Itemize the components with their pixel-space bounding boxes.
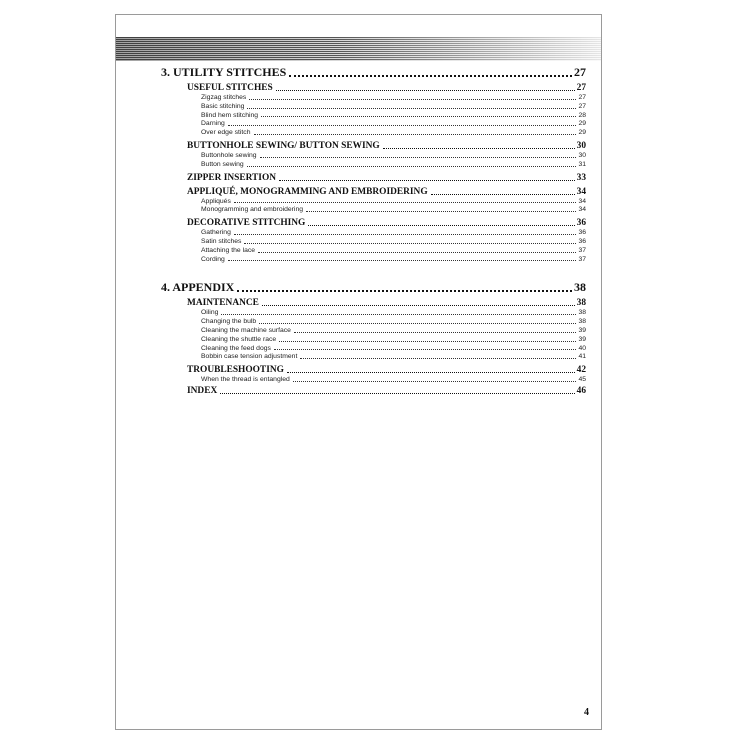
section-page: 27 [576,83,586,93]
item-page: 34 [578,197,586,205]
toc-chapter-utility-stitches[interactable] [161,65,586,80]
toc-item[interactable] [161,206,586,215]
item-label: Appliqués [201,197,231,205]
dot-leader [228,125,577,126]
dot-leader [308,225,574,226]
item-label: Changing the bulb [201,318,257,326]
toc-section-decorative-stitching[interactable] [161,218,586,229]
toc-section-troubleshooting[interactable] [161,365,586,376]
toc-section-useful-stitches[interactable] [161,83,586,94]
manual-page [115,14,602,730]
toc-item[interactable] [161,318,586,327]
toc-item[interactable] [161,238,586,247]
item-label: When the thread is entangled [201,376,290,384]
item-page: 29 [578,129,586,137]
dot-leader [258,252,576,253]
item-label: Gathering [201,229,231,237]
item-label: Darning [201,120,225,128]
item-page: 38 [578,318,586,326]
section-title: USEFUL STITCHES [187,83,273,93]
item-page: 39 [578,326,586,334]
item-page: 45 [578,376,586,384]
toc-section-buttonhole-sewing[interactable] [161,141,586,152]
toc-item[interactable] [161,161,586,170]
section-title: TROUBLESHOOTING [187,365,284,376]
toc-section-index[interactable] [161,386,586,397]
dot-leader [259,323,576,324]
item-page: 27 [578,102,586,110]
dot-leader [254,134,577,135]
toc-item[interactable] [161,309,586,318]
dot-leader [247,166,577,167]
dot-leader [287,372,575,373]
toc-section-zipper-insertion[interactable] [161,173,586,184]
section-title: ZIPPER INSERTION [187,172,277,183]
section-page: 38 [576,298,586,309]
item-page: 39 [578,335,586,343]
item-page: 41 [578,353,586,361]
toc-item[interactable] [161,345,586,354]
dot-leader [234,202,577,203]
section-title: DECORATIVE STITCHING [187,218,306,229]
dot-leader [261,116,576,117]
item-label: Buttonhole sewing [201,151,257,159]
dot-leader [249,99,576,100]
item-label: Button sewing [201,160,244,168]
item-label: Monogramming and embroidering [201,206,304,214]
item-page: 40 [578,344,586,352]
item-page: 27 [578,94,586,101]
item-page: 37 [578,246,586,254]
page-number: 4 [584,707,589,718]
toc-item[interactable] [161,247,586,256]
dot-leader [276,90,575,91]
section-title: APPLIQUÉ, MONOGRAMMING AND EMBROIDERING [187,186,428,197]
header-decorative-band [116,37,601,61]
item-label: Cording [201,255,225,263]
dot-leader [221,314,576,315]
dot-leader [300,358,576,359]
item-label: Bobbin case tension adjustment [201,353,298,361]
dot-leader [289,75,572,77]
section-page: 30 [576,140,586,151]
dot-leader [431,194,575,195]
item-label: Blind hem stitching [201,111,259,119]
toc-item[interactable] [161,336,586,345]
item-page: 29 [578,120,586,128]
dot-leader [279,341,576,342]
section-page: 46 [576,385,586,396]
section-title: INDEX [187,385,218,396]
dot-leader [244,243,576,244]
toc-item[interactable] [161,376,586,385]
dot-leader [247,108,576,109]
toc-item[interactable] [161,120,586,129]
dot-leader [293,381,577,382]
item-label: Satin stitches [201,237,242,245]
toc-item[interactable] [161,112,586,121]
item-label: Attaching the lace [201,246,256,254]
section-page: 42 [576,365,586,376]
section-page: 36 [576,218,586,229]
toc-item[interactable] [161,353,586,362]
item-page: 31 [578,160,586,168]
section-title: MAINTENANCE [187,298,259,309]
toc-item[interactable] [161,152,586,161]
item-page: 38 [578,309,586,317]
item-label: Cleaning the machine surface [201,326,291,334]
dot-leader [260,157,577,158]
chapter-page: 38 [574,280,586,295]
toc-chapter-appendix[interactable] [161,280,586,295]
toc-item[interactable] [161,256,586,265]
dot-leader [274,349,577,350]
toc-item[interactable] [161,103,586,112]
chapter-page: 27 [574,65,586,79]
table-of-contents [161,65,586,397]
toc-item[interactable] [161,129,586,138]
chapter-title: 3. UTILITY STITCHES [161,65,287,79]
toc-item[interactable] [161,94,586,103]
dot-leader [279,180,575,181]
dot-leader [306,211,576,212]
item-label: Oiling [201,309,219,317]
section-title: BUTTONHOLE SEWING/ BUTTON SEWING [187,140,380,151]
item-page: 30 [578,151,586,159]
dot-leader [383,148,575,149]
toc-item[interactable] [161,198,586,207]
item-page: 28 [578,111,586,119]
dot-leader [234,234,577,235]
dot-leader [294,332,577,333]
toc-item[interactable] [161,229,586,238]
item-label: Over edge stitch [201,129,251,137]
item-label: Basic stitching [201,102,245,110]
item-page: 34 [578,206,586,214]
dot-leader [228,260,577,261]
dot-leader [237,290,572,292]
item-label: Cleaning the feed dogs [201,344,271,352]
item-page: 36 [578,237,586,245]
dot-leader [220,393,574,394]
section-page: 33 [576,172,586,183]
toc-item[interactable] [161,327,586,336]
item-label: Zigzag stitches [201,94,247,101]
chapter-title: 4. APPENDIX [161,280,235,295]
dot-leader [262,305,575,306]
toc-section-applique[interactable] [161,187,586,198]
item-label: Cleaning the shuttle race [201,335,277,343]
section-page: 34 [576,186,586,197]
toc-section-maintenance[interactable] [161,298,586,309]
item-page: 37 [578,255,586,263]
item-page: 36 [578,229,586,237]
